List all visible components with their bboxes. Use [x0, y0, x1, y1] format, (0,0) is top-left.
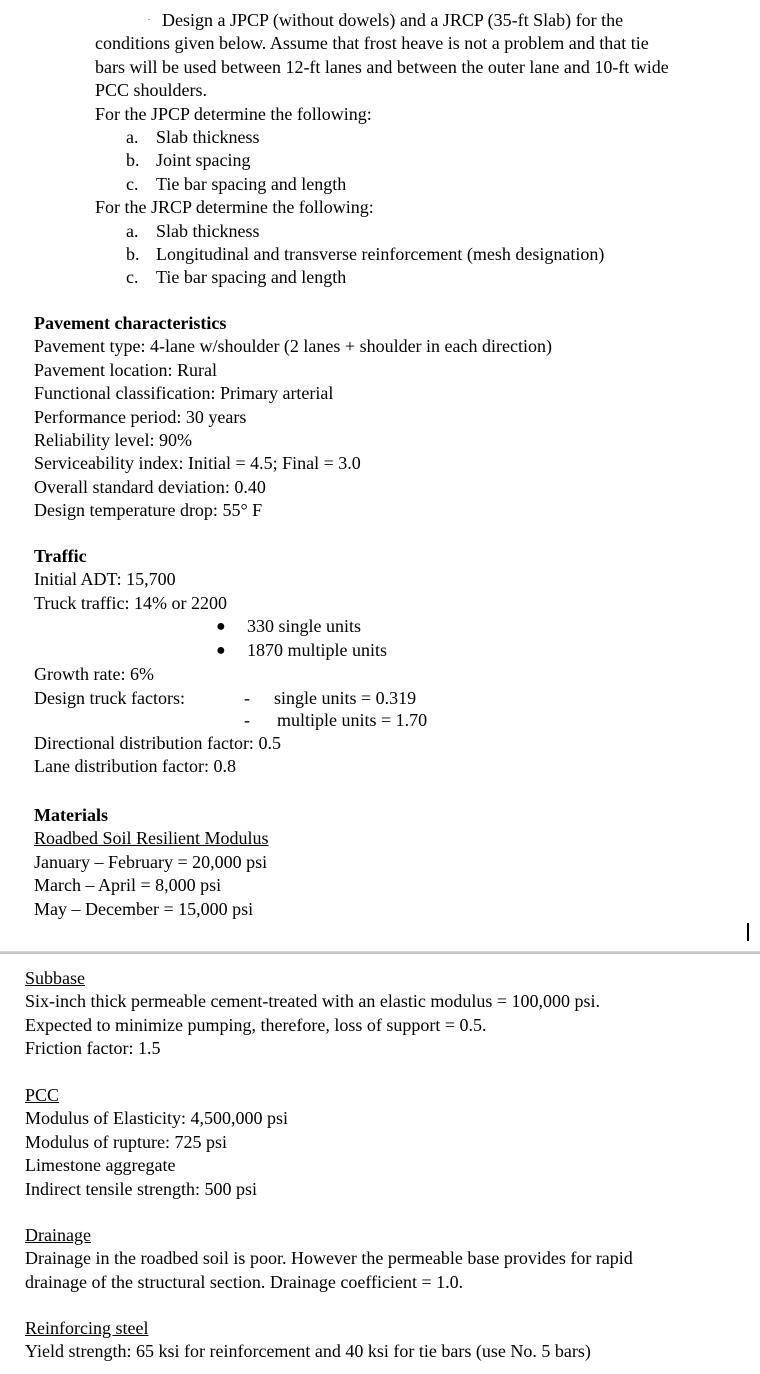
- text-line: Performance period: 30 years: [34, 406, 247, 427]
- text-line: Yield strength: 65 ksi for reinforcement and 40 ksi for tie bars (use No. 5 bars): [25, 1341, 591, 1362]
- list-text: Joint spacing: [156, 150, 251, 171]
- subsection-heading: Roadbed Soil Resilient Modulus: [34, 828, 269, 849]
- text-line: Limestone aggregate: [25, 1155, 176, 1176]
- list-marker: a.: [126, 220, 139, 241]
- text-line: Pavement type: 4-lane w/shoulder (2 lanes + shoulder in each direction): [34, 336, 552, 357]
- text-line: Indirect tensile strength: 500 psi: [25, 1178, 257, 1199]
- subsection-heading: PCC: [25, 1085, 60, 1105]
- text-line: Initial ADT: 15,700: [34, 569, 176, 590]
- text-line: Pavement location: Rural: [34, 359, 217, 380]
- text-line: Growth rate: 6%: [34, 664, 154, 685]
- text-line: Modulus of rupture: 725 psi: [25, 1131, 227, 1152]
- materials-section: [34, 804, 269, 921]
- text-line: Friction factor: 1.5: [25, 1038, 161, 1059]
- intro-line: conditions given below. Assume that frost heave is not a problem and that tie: [95, 33, 649, 54]
- steel-section: [25, 1317, 591, 1364]
- list-text: Tie bar spacing and length: [156, 173, 347, 194]
- text-line: Drainage in the roadbed soil is poor. However the permeable base provides for rapid: [25, 1248, 633, 1269]
- bullet-item: [216, 639, 427, 663]
- list-item: [126, 149, 669, 172]
- list-item: [126, 243, 669, 266]
- bullet-text: 1870 multiple units: [247, 640, 388, 661]
- text-line: Serviceability index: Initial = 4.5; Final = 3.0: [34, 453, 361, 474]
- list-marker: a.: [126, 126, 139, 147]
- list-item: [126, 126, 669, 149]
- list-text: Slab thickness: [156, 220, 260, 241]
- subsection-heading: Subbase: [25, 968, 85, 988]
- jpcp-heading: For the JPCP determine the following:: [95, 103, 372, 124]
- text-line: Lane distribution factor: 0.8: [34, 755, 236, 776]
- list-item: [126, 266, 669, 289]
- jrcp-list: [95, 220, 669, 290]
- truck-factor-value: single units = 0.319: [274, 687, 417, 708]
- text-line: Reliability level: 90%: [34, 429, 192, 450]
- section-heading: Traffic: [34, 546, 87, 566]
- truck-factor-row: [34, 687, 427, 710]
- pcc-section: [25, 1084, 288, 1201]
- intro-line: bars will be used between 12-ft lanes and between the outer lane and 10-ft wide: [95, 56, 669, 77]
- truck-factor-value: multiple units = 1.70: [277, 710, 428, 731]
- list-text: Tie bar spacing and length: [156, 267, 347, 288]
- section-heading: Pavement characteristics: [34, 313, 227, 333]
- truck-factor-row: [34, 709, 427, 732]
- bullet-item: [216, 615, 427, 639]
- text-cursor: [747, 923, 749, 941]
- text-line: drainage of the structural section. Drainage coefficient = 1.0.: [25, 1271, 464, 1292]
- drainage-section: [25, 1224, 633, 1294]
- pavement-section: [34, 312, 552, 523]
- text-line: Directional distribution factor: 0.5: [34, 732, 281, 753]
- text-line: March – April = 8,000 psi: [34, 875, 222, 896]
- text-line: Modulus of Elasticity: 4,500,000 psi: [25, 1108, 288, 1129]
- list-marker: b.: [126, 150, 140, 171]
- list-text: Longitudinal and transverse reinforcement (mesh designation): [156, 243, 605, 264]
- jrcp-heading: For the JRCP determine the following:: [95, 197, 374, 218]
- text-line: May – December = 15,000 psi: [34, 898, 254, 919]
- text-line: Expected to minimize pumping, therefore, loss of support = 0.5.: [25, 1014, 487, 1035]
- dash-marker: -: [244, 710, 250, 731]
- subsection-heading: Drainage: [25, 1225, 91, 1245]
- text-line: January – February = 20,000 psi: [34, 851, 268, 872]
- bullet-text: 330 single units: [247, 616, 362, 637]
- list-marker: c.: [126, 173, 139, 194]
- problem-statement: [95, 9, 669, 290]
- list-text: Slab thickness: [156, 126, 260, 147]
- truck-factor-label: Design truck factors:: [34, 687, 185, 708]
- bullet-icon: ●: [216, 642, 226, 660]
- dash-marker: -: [244, 687, 250, 708]
- bullet-icon: ●: [216, 618, 226, 636]
- list-item: [126, 173, 669, 196]
- intro-line: PCC shoulders.: [95, 80, 208, 101]
- list-marker: b.: [126, 243, 140, 264]
- text-line: Overall standard deviation: 0.40: [34, 476, 266, 497]
- text-line: Design temperature drop: 55° F: [34, 500, 263, 521]
- text-line: Functional classification: Primary arterial: [34, 383, 334, 404]
- list-item: [126, 220, 669, 243]
- document-page-2: [0, 954, 760, 1374]
- text-line: Truck traffic: 14% or 2200: [34, 592, 227, 613]
- text-line: Six-inch thick permeable cement-treated with an elastic modulus = 100,000 psi.: [25, 991, 600, 1012]
- traffic-section: [34, 545, 427, 778]
- intro-line: Design a JPCP (without dowels) and a JRCP (35-ft Slab) for the: [162, 10, 624, 30]
- section-heading: Materials: [34, 805, 108, 825]
- jpcp-list: [95, 126, 669, 196]
- truck-breakdown-list: [34, 615, 427, 663]
- subbase-section: [25, 967, 600, 1061]
- subsection-heading: Reinforcing steel: [25, 1318, 149, 1338]
- list-marker: c.: [126, 267, 139, 288]
